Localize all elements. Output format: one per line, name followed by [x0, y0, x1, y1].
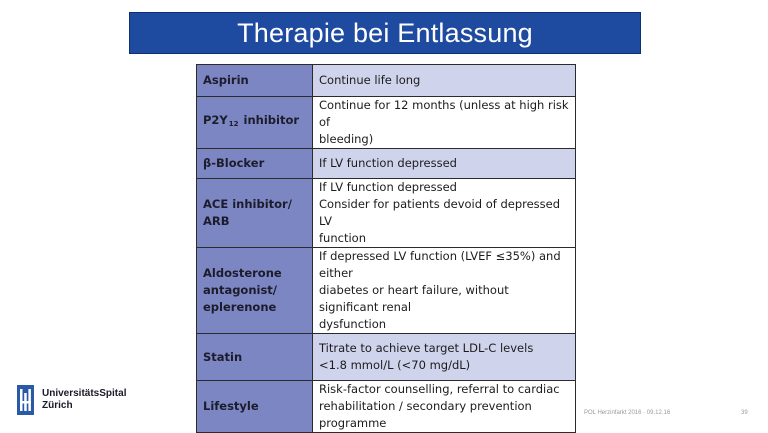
recommendation-cell: [313, 179, 576, 248]
recommendation-line: rehabilitation / secondary prevention programme: [319, 399, 532, 430]
recommendation-line: Consider for patients devoid of depressed LV: [319, 197, 561, 228]
drug-label-line: antagonist/: [203, 283, 278, 297]
drug-cell: [197, 381, 313, 433]
table-row-lifestyle: [197, 381, 576, 433]
recommendation-line: function: [319, 231, 366, 245]
table-row-aldosterone: [197, 248, 576, 334]
drug-cell: [197, 248, 313, 334]
drug-label: Aspirin: [203, 73, 249, 87]
table-row-ace-inhibitor: [197, 179, 576, 248]
recommendation-cell: [313, 334, 576, 381]
drug-label: β-Blocker: [203, 156, 265, 170]
recommendation-line: bleeding): [319, 132, 374, 146]
recommendation-cell: [313, 149, 576, 179]
drug-label: Statin: [203, 349, 243, 364]
recommendation-line: Titrate to achieve target LDL-C levels: [319, 341, 534, 355]
footer-text: POL Herzinfarkt 2016 · 09.12.16: [584, 410, 671, 416]
drug-cell: [197, 149, 313, 179]
drug-cell: [197, 97, 313, 149]
recommendation-line: If depressed LV function (LVEF ≤35%) and either: [319, 249, 561, 280]
drug-cell: [197, 334, 313, 381]
drug-label-line: eplerenone: [203, 300, 277, 314]
drug-label-line: Aldosterone: [203, 266, 282, 280]
drug-label-main: P2Y: [203, 113, 228, 127]
table-row-p2y12: [197, 97, 576, 149]
drug-label-suffix: inhibitor: [239, 113, 300, 127]
recommendation-cell: [313, 65, 576, 97]
usz-emblem-icon: [17, 385, 34, 415]
recommendation-line: dysfunction: [319, 317, 387, 331]
recommendation-line: If LV function depressed: [319, 156, 457, 170]
therapy-table: [196, 64, 576, 433]
drug-label-line: ARB: [203, 214, 230, 228]
recommendation-line: diabetes or heart failure, without significant renal: [319, 283, 509, 314]
logo-line-1: UniversitätsSpital: [42, 388, 127, 399]
table-row-beta-blocker: [197, 149, 576, 179]
recommendation-line: Continue for 12 months (unless at high risk of: [319, 98, 569, 129]
recommendation-cell: [313, 97, 576, 149]
usz-logo: [17, 385, 126, 415]
recommendation-line: If LV function depressed: [319, 180, 457, 194]
drug-label-line: ACE inhibitor/: [203, 197, 292, 211]
recommendation-cell: [313, 381, 576, 433]
drug-label-subscript: 12: [228, 120, 239, 128]
drug-label: Lifestyle: [203, 399, 259, 413]
drug-cell: [197, 179, 313, 248]
slide-title: Therapie bei Entlassung: [129, 12, 641, 54]
recommendation-line: Continue life long: [319, 73, 421, 87]
logo-line-2: Zürich: [42, 400, 73, 411]
drug-cell: [197, 65, 313, 97]
page-number: 39: [741, 410, 748, 416]
logo-text: [42, 388, 126, 412]
table-row-statin: [197, 334, 576, 381]
recommendation-line: Risk-factor counselling, referral to cardiac: [319, 382, 560, 396]
table-row-aspirin: [197, 65, 576, 97]
recommendation-line: <1.8 mmol/L (<70 mg/dL): [319, 358, 471, 372]
recommendation-cell: [313, 248, 576, 334]
